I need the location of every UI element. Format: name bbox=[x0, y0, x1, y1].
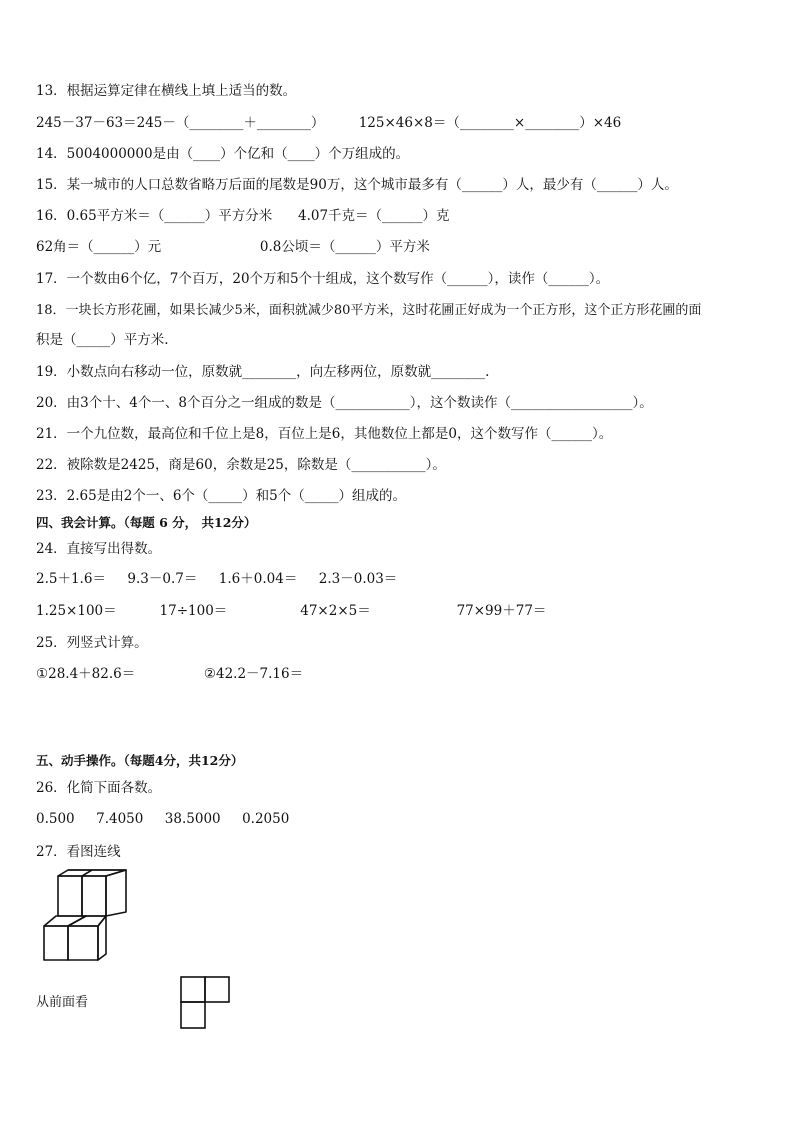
block-figure bbox=[38, 868, 132, 964]
q24-row1: 2.5＋1.6＝ 9.3－0.7＝ 1.6＋0.04＝ 2.3－0.03＝ bbox=[36, 571, 398, 587]
q25-row: ①28.4＋82.6＝ ②42.2－7.16＝ bbox=[36, 666, 304, 682]
q20: 20．由3个十、4个一、8个百分之一组成的数是（___________），这个数读作（__________________）。 bbox=[36, 395, 653, 411]
q24-title: 24．直接写出得数。 bbox=[36, 541, 162, 557]
q19: 19．小数点向右移动一位，原数就________，向左移两位，原数就________. bbox=[36, 364, 490, 380]
q16-line1: 16．0.65平方米＝（______）平方分米 4.07千克＝（______）克 bbox=[36, 208, 450, 224]
q24-row2: 1.25×100＝ 17÷100＝ 47×2×5＝ 77×99＋77＝ bbox=[36, 603, 547, 619]
q17: 17．一个数由6个亿，7个百万，20个万和5个十组成，这个数写作（______），读作（______）。 bbox=[36, 271, 610, 287]
q15: 15．某一城市的人口总数省略万后面的尾数是90万，这个城市最多有（______）人，最少有（______）人。 bbox=[36, 177, 678, 193]
section4-title: 四、我会计算。（每题 6 分， 共12分） bbox=[36, 515, 257, 530]
q16-line2: 62角＝（______）元 0.8公顷＝（______）平方米 bbox=[36, 239, 430, 255]
front-view-grid bbox=[180, 976, 230, 1030]
q23: 23．2.65是由2个一、6个（_____）和5个（_____）组成的。 bbox=[36, 488, 407, 504]
q21: 21．一个九位数，最高位和千位上是8，百位上是6，其他数位上都是0，这个数写作（______）。 bbox=[36, 426, 613, 442]
q13-line1: 13．根据运算定律在横线上填上适当的数。 bbox=[36, 83, 297, 99]
view-label: 从前面看 bbox=[36, 995, 89, 1010]
q22: 22．被除数是2425，商是60，余数是25，除数是（___________）。 bbox=[36, 457, 446, 473]
q18-line2: 积是（_____）平方米. bbox=[36, 332, 169, 348]
section5-title: 五、动手操作。（每题4分，共12分） bbox=[36, 753, 244, 768]
q25-title: 25．列竖式计算。 bbox=[36, 635, 148, 651]
q18-line1: 18．一块长方形花圃，如果长减少5米，面积就减少80平方米，这时花圃正好成为一个正方形，这个正方形花圃的面 bbox=[36, 303, 702, 318]
q26-title: 26．化简下面各数。 bbox=[36, 780, 162, 796]
q13-line2: 245－37－63＝245－（________＋________） 125×46×8＝（________×________）×46 bbox=[36, 115, 622, 131]
q27-title: 27．看图连线 bbox=[36, 844, 121, 860]
q26-row: 0.500 7.4050 38.5000 0.2050 bbox=[36, 811, 290, 827]
q14: 14．5004000000是由（____）个亿和（____）个万组成的。 bbox=[36, 146, 410, 162]
